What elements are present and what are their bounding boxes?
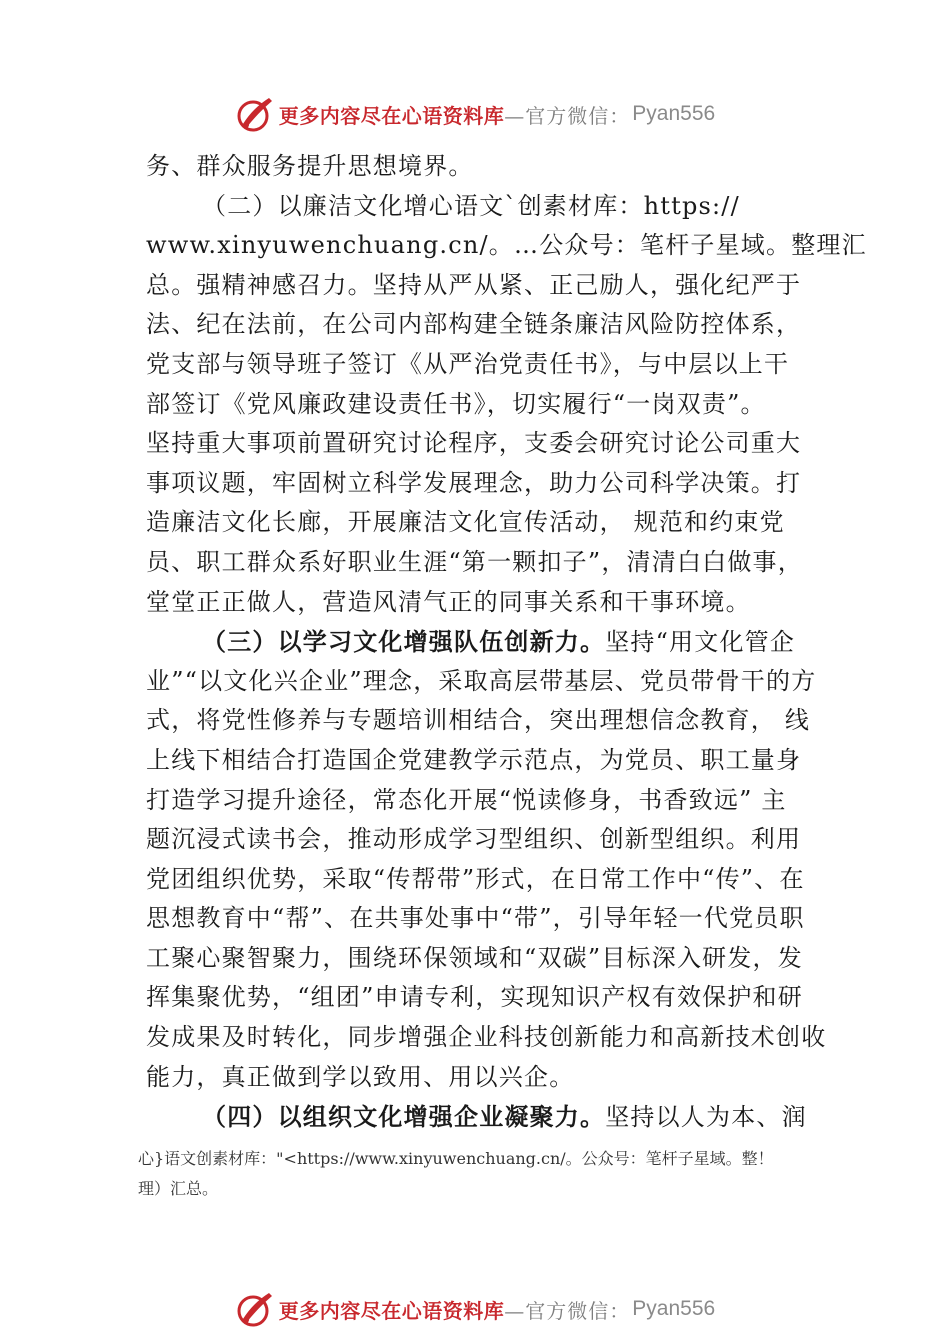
brush-logo-icon	[235, 1289, 275, 1329]
body-line: 造廉洁文化长廊，开展廉洁文化宣传活动， 规范和约束党	[146, 508, 785, 537]
body-line: 部签订《党风廉政建设责任书》，切实履行“一岗双责”。	[146, 389, 766, 418]
banner-title: 更多内容尽在心语资料库	[278, 1298, 505, 1323]
banner-wechat-id: Pyan556	[632, 1297, 716, 1320]
banner-wechat-label: —官方微信：	[504, 103, 631, 128]
body-line: 工聚心聚智聚力，围绕环保领域和“双碳”目标深入研发，发	[146, 943, 803, 972]
section-heading-2: （二）以廉洁文化增心语文`创素材库：https://	[202, 191, 740, 220]
body-line: 思想教育中“帮”、在共事处事中“带”，引导年轻一代党员职	[146, 904, 805, 933]
body-line: 务、群众服务提升思想境界。	[146, 152, 474, 180]
body-line: 员、职工群众系好职业生涯“第一颗扣子”，清清白白做事，	[146, 547, 803, 576]
note-line: 理）汇总。	[138, 1179, 219, 1198]
section-heading-3-line	[146, 622, 816, 662]
watermark-note	[138, 1144, 828, 1204]
body-line: 题沉浸式读书会，推动形成学习型组织、创新型组织。利用	[146, 825, 802, 854]
body-line-fragment: 坚持“用文化管企	[605, 628, 796, 657]
body-line: 发成果及时转化，同步增强企业科技创新能力和高新技术创收	[146, 1023, 827, 1052]
body-line: 党团组织优势，采取“传帮带”形式，在日常工作中“传”、在	[146, 864, 805, 893]
body-line: 事项议题，牢固树立科学发展理念，助力公司科学决策。打	[146, 468, 802, 497]
body-line: 挥集聚优势，“组团”申请专利，实现知识产权有效保护和研	[146, 983, 803, 1012]
body-line: 总。强精神感召力。坚持从严从紧、正己励人，强化纪严于	[146, 270, 802, 299]
banner-wechat-label: —官方微信：	[504, 1298, 631, 1323]
body-line: 打造学习提升途径，常态化开展“悦读修身，书香致远” 主	[146, 785, 787, 814]
body-line: 坚持重大事项前置研究讨论程序，支委会研究讨论公司重大	[146, 429, 802, 458]
body-line: 能力，真正做到学以致用、用以兴企。	[146, 1062, 575, 1091]
body-line: 上线下相结合打造国企党建教学示范点，为党员、职工量身	[146, 745, 802, 774]
banner-wechat-id: Pyan556	[632, 102, 716, 125]
section-heading-3: （三）以学习文化增强队伍创新力。	[202, 627, 606, 657]
body-line: 法、纪在法前，在公司内部构建全链条廉洁风险防控体系，	[146, 310, 802, 339]
body-line-fragment: 坚持以人为本、润	[605, 1103, 807, 1132]
section-heading-4: （四）以组织文化增强企业凝聚力。	[202, 1102, 606, 1132]
banner-title: 更多内容尽在心语资料库	[278, 103, 505, 128]
brush-logo-icon	[235, 94, 275, 134]
body-line: 式，将党性修养与专题培训相结合，突出理想信念教育， 线	[146, 706, 811, 735]
footer-banner	[0, 1287, 950, 1331]
header-banner	[0, 92, 950, 136]
document-body	[146, 147, 867, 1137]
note-line: 心}语文创素材库："<https://www.xinyuwenchuang.cn/。公众号：笔杆子星域。整！	[138, 1149, 774, 1168]
body-line: 堂堂正正做人，营造风清气正的同事关系和干事环境。	[146, 587, 751, 616]
section-heading-4-line	[146, 1097, 816, 1137]
body-line: 党支部与领导班子签订《从严治党责任书》，与中层以上干	[146, 349, 790, 378]
body-line: 业”“以文化兴企业”理念，采取高层带基层、党员带骨干的方	[146, 666, 817, 695]
body-line: www.xinyuwenchuang.cn/。…公众号：笔杆子星域。整理汇	[146, 231, 867, 260]
